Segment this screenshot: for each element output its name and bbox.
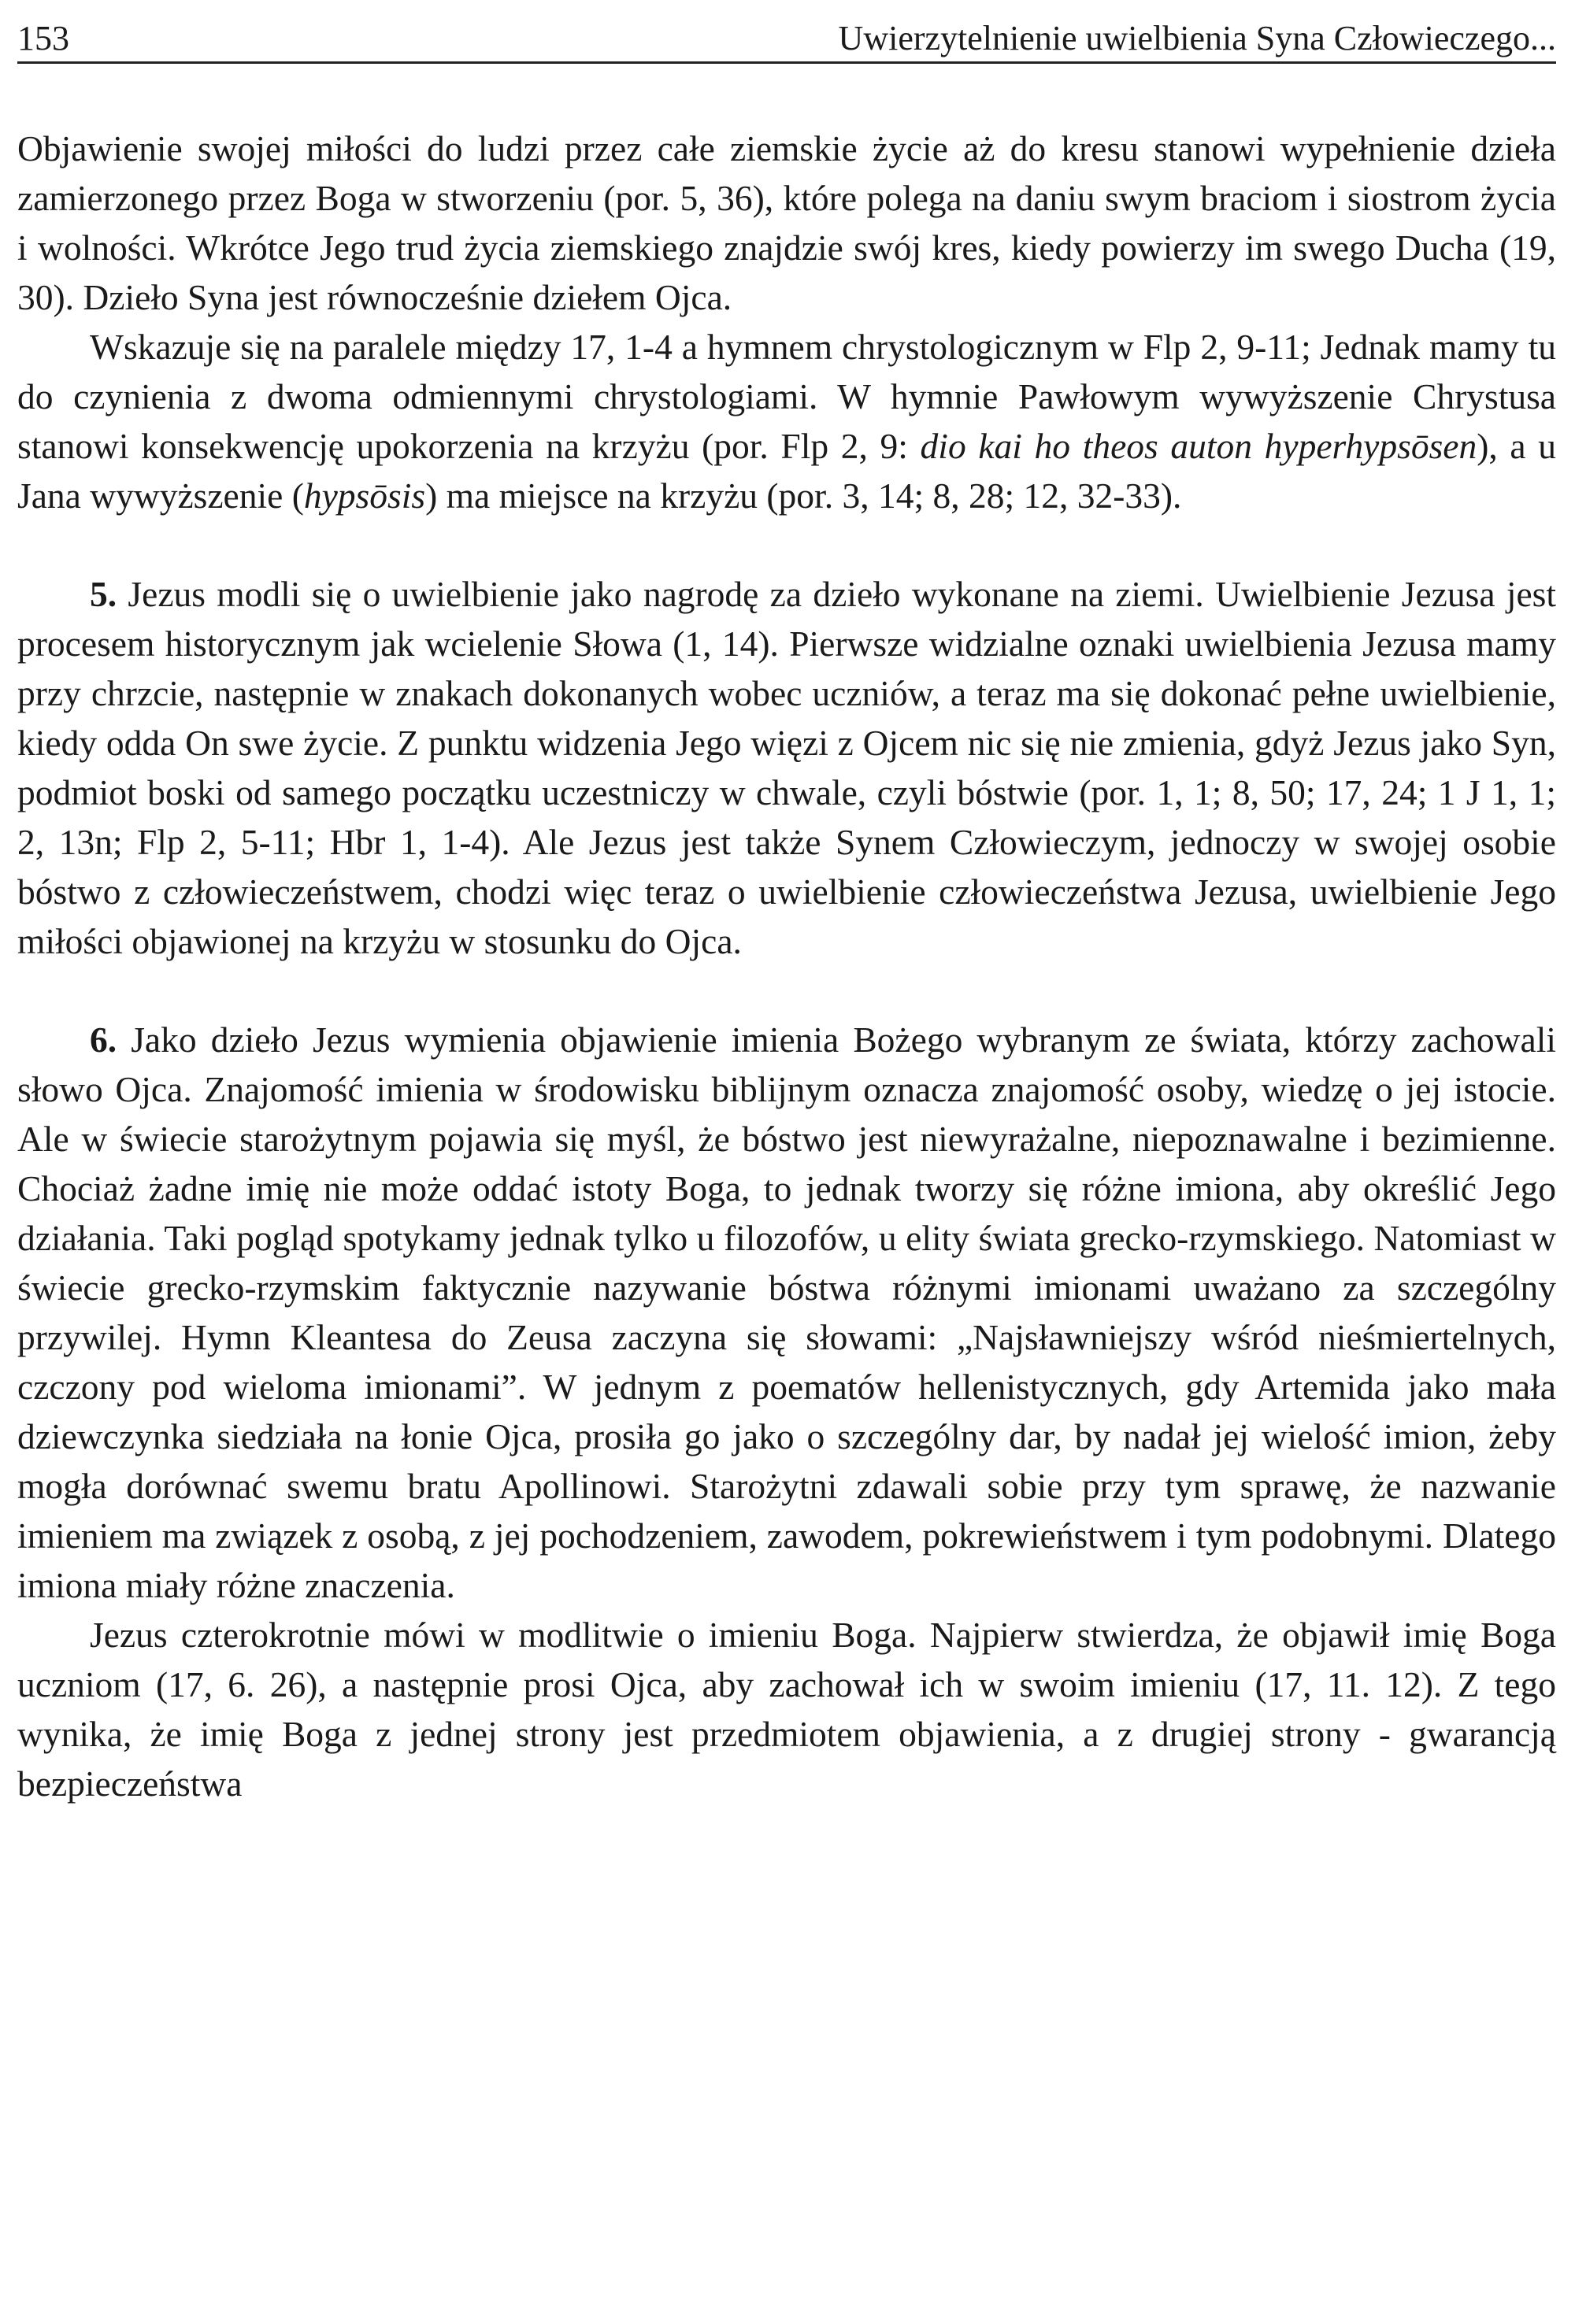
paragraph-last: Jezus czterokrotnie mówi w modlitwie o imieniu Boga. Najpierw stwierdza, że objawił imię Boga uczniom (17, 6. 26), a następnie prosi Ojca, aby zachował ich w swoim imieniu (17, 11. 12). Z tego wynika, że imię Boga z jednej strony jest przedmiotem objawienia, a z drugiej strony - gwarancją bezpieczeństwa	[17, 1615, 1556, 1804]
section-6-text: Jako dzieło Jezus wymienia objawienie imienia Bożego wybranym ze świata, którzy zachowali słowo Ojca. Znajomość imienia w środowisku biblijnym oznacza znajomość osoby, wiedzę o jej istocie. Ale w świecie starożytnym pojawia się myśl, że bóstwo jest niewyrażalne, niepoznawalne i bezimienne. Chociaż żadne imię nie może oddać istoty Boga, to jednak tworzy się różne imiona, aby określić Jego działania. Taki pogląd spotykamy jednak tylko u filozofów, u elity świata grecko-rzymskiego. Natomiast w świecie grecko-rzymskim faktycznie nazywanie bóstwa różnymi imionami uważano za szczególny przywilej. Hymn Kleantesa do Zeusa zaczyna się słowami: „Najsławniejszy wśród nieśmiertelnych, czczony pod wieloma imionami”. W jednym z poematów hellenistycznych, gdy Artemida jako mała dziewczynka siedziała na łonie Ojca, prosiła go jako o szczególny dar, by nadał jej wielość imion, żeby mogła dorównać swemu bratu Apollinowi. Starożytni zdawali sobie przy tym sprawę, że nazwanie imieniem ma związek z osobą, z jej pochodzeniem, zawodem, pokrewieństwem i tym podobnymi. Dlatego imiona miały różne znaczenia.	[17, 1020, 1556, 1605]
paragraph-2-text: Wskazuje się na paralele między 17, 1-4 a hymnem chrystologicznym w Flp 2, 9-11; Jednak mamy tu do czynienia z dwoma odmiennymi chrystologiami. W hymnie Pawłowym wywyższenie Chrystusa stanowi konsekwencję upokorzenia na krzyżu (por. Flp 2, 9:	[17, 327, 1556, 466]
running-title: Uwierzytelnienie uwielbienia Syna Człowieczego...	[838, 19, 1556, 57]
document-page	[17, 0, 1556, 1808]
section-number: 5.	[90, 574, 117, 614]
paragraph-2	[17, 322, 1556, 520]
body-text	[17, 124, 1556, 1808]
greek-term: hypsōsis	[303, 476, 426, 516]
page-number: 153	[17, 19, 69, 57]
section-5-text: Jezus modli się o uwielbienie jako nagrodę za dzieło wykonane na ziemi. Uwielbienie Jezusa jest procesem historycznym jak wcielenie Słowa (1, 14). Pierwsze widzialne oznaki uwielbienia Jezusa mamy przy chrzcie, następnie w znakach dokonanych wobec uczniów, a teraz ma się dokonać pełne uwielbienie, kiedy odda On swe życie. Z punktu widzenia Jego więzi z Ojcem nic się nie zmienia, gdyż Jezus jako Syn, podmiot boski od samego początku uczestniczy w chwale, czyli bóstwie (por. 1, 1; 8, 50; 17, 24; 1 J 1, 1; 2, 13n; Flp 2, 5-11; Hbr 1, 1-4). Ale Jezus jest także Synem Człowieczym, jednoczy w swojej osobie bóstwo z człowieczeństwem, chodzi więc teraz o uwielbienie człowieczeństwa Jezusa, uwielbienie Jego miłości objawionej na krzyżu w stosunku do Ojca.	[17, 574, 1556, 961]
section-5-paragraph	[17, 569, 1556, 966]
page-header	[17, 0, 1556, 64]
paragraph-1: Objawienie swojej miłości do ludzi przez całe ziemskie życie aż do kresu stanowi wypełnienie dzieła zamierzonego przez Boga w stworzeniu (por. 5, 36), które polega na daniu swym braciom i siostrom życia i wolności. Wkrótce Jego trud życia ziemskiego znajdzie swój kres, kiedy powierzy im swego Ducha (19, 30). Dzieło Syna jest równocześnie dziełem Ojca.	[17, 128, 1556, 317]
paragraph-2-text-end: ) ma miejsce na krzyżu (por. 3, 14; 8, 28; 12, 32-33).	[425, 476, 1182, 516]
greek-phrase: dio kai ho theos auton hyperhypsōsen	[920, 426, 1477, 466]
section-6-paragraph	[17, 1015, 1556, 1610]
section-number: 6.	[90, 1020, 117, 1060]
paragraph-2-text-cont: ), a u Jana wywyższenie (	[17, 426, 1557, 516]
